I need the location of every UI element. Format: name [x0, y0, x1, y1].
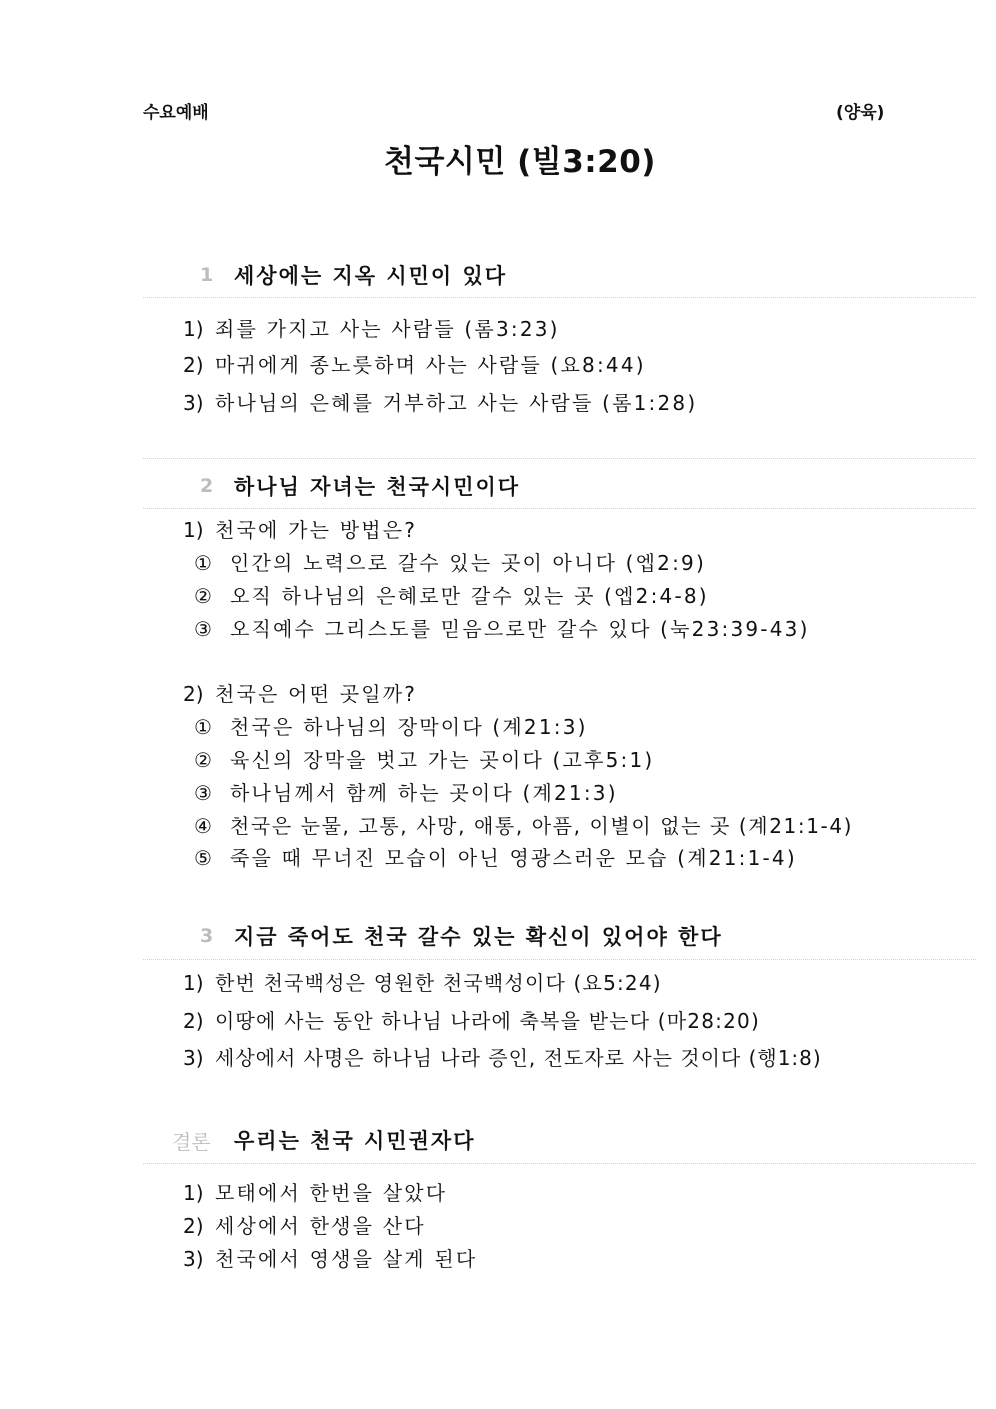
item-text: 천국은 하나님의 장막이다 (계21:3) — [230, 715, 588, 739]
item-text: 육신의 장막을 벗고 가는 곳이다 (고후5:1) — [230, 748, 655, 772]
list-item — [183, 1243, 477, 1272]
item-marker: ② — [194, 584, 212, 608]
item-text: 하나님의 은혜를 거부하고 사는 사람들 (롬1:28) — [215, 391, 698, 415]
item-text: 천국은 눈물, 고통, 사망, 애통, 아픔, 이별이 없는 곳 (계21:1-4) — [230, 814, 854, 838]
list-item — [183, 1210, 426, 1239]
section-title: 지금 죽어도 천국 갈수 있는 확신이 있어야 한다 — [234, 925, 723, 949]
item-text: 오직예수 그리스도를 믿음으로만 갈수 있다 (눅23:39-43) — [230, 617, 810, 641]
item-label: 2) — [183, 353, 204, 377]
sub-item — [194, 547, 706, 576]
item-text: 오직 하나님의 은혜로만 갈수 있는 곳 (엡2:4-8) — [230, 584, 709, 608]
divider — [143, 458, 976, 459]
list-item — [183, 1005, 760, 1034]
section-3-header — [200, 916, 723, 956]
sermon-title: 천국시민 (빌3:20) — [384, 144, 656, 180]
item-text: 한번 천국백성은 영원한 천국백성이다 (요5:24) — [215, 971, 662, 995]
service-label: 수요예배 — [143, 103, 209, 123]
section-title: 하나님 자녀는 천국시민이다 — [234, 475, 521, 499]
section-title: 우리는 천국 시민권자다 — [234, 1129, 476, 1153]
item-text: 세상에서 사명은 하나님 나라 증인, 전도자로 사는 것이다 (행1:8) — [215, 1046, 822, 1070]
section-title: 세상에는 지옥 시민이 있다 — [234, 264, 508, 288]
sub-item — [194, 580, 709, 609]
item-marker: ③ — [194, 781, 212, 805]
item-text: 죽을 때 무너진 모습이 아닌 영광스러운 모습 (계21:1-4) — [230, 846, 797, 870]
list-item — [183, 678, 417, 707]
sub-item — [194, 777, 618, 806]
item-marker: ⑤ — [194, 846, 212, 870]
item-marker: ② — [194, 748, 212, 772]
item-label: 2) — [183, 1009, 204, 1033]
sub-item — [194, 810, 853, 839]
list-item — [183, 1177, 447, 1206]
sub-item — [194, 842, 797, 871]
section-1-header — [200, 255, 507, 295]
list-item — [183, 514, 417, 543]
item-text: 모태에서 한번을 살았다 — [215, 1181, 448, 1205]
conclusion-header — [172, 1120, 475, 1160]
list-item — [183, 349, 646, 378]
section-number: 2 — [200, 475, 214, 497]
item-label: 3) — [183, 1247, 204, 1271]
item-label: 2) — [183, 682, 204, 706]
item-marker: ③ — [194, 617, 212, 641]
item-text: 천국은 어떤 곳일까? — [215, 682, 418, 706]
item-marker: ① — [194, 715, 212, 739]
sub-item — [194, 711, 588, 740]
item-text: 죄를 가지고 사는 사람들 (롬3:23) — [215, 317, 560, 341]
item-text: 인간의 노력으로 갈수 있는 곳이 아니다 (엡2:9) — [230, 551, 706, 575]
section-2-header — [200, 466, 520, 506]
item-label: 1) — [183, 971, 204, 995]
list-item — [183, 313, 560, 342]
item-text: 천국에 가는 방법은? — [215, 518, 418, 542]
category-tag: (양육) — [836, 103, 885, 123]
item-label: 1) — [183, 1181, 204, 1205]
sub-item — [194, 613, 810, 642]
list-item — [183, 967, 662, 996]
divider — [143, 297, 976, 298]
item-text: 세상에서 한생을 산다 — [215, 1214, 426, 1238]
section-number: 결론 — [172, 1129, 211, 1154]
item-text: 이땅에 사는 동안 하나님 나라에 축복을 받는다 (마28:20) — [215, 1009, 760, 1033]
item-label: 1) — [183, 317, 204, 341]
divider — [143, 508, 976, 509]
list-item — [183, 1042, 822, 1071]
item-label: 2) — [183, 1214, 204, 1238]
item-text: 하나님께서 함께 하는 곳이다 (계21:3) — [230, 781, 618, 805]
item-marker: ① — [194, 551, 212, 575]
list-item — [183, 387, 697, 416]
divider — [143, 959, 976, 960]
section-number: 1 — [200, 264, 214, 286]
section-number: 3 — [200, 925, 214, 947]
item-text: 천국에서 영생을 살게 된다 — [215, 1247, 478, 1271]
divider — [143, 1163, 976, 1164]
item-marker: ④ — [194, 814, 212, 838]
item-label: 1) — [183, 518, 204, 542]
sub-item — [194, 744, 654, 773]
item-label: 3) — [183, 391, 204, 415]
item-text: 마귀에게 종노릇하며 사는 사람들 (요8:44) — [215, 353, 646, 377]
item-label: 3) — [183, 1046, 204, 1070]
